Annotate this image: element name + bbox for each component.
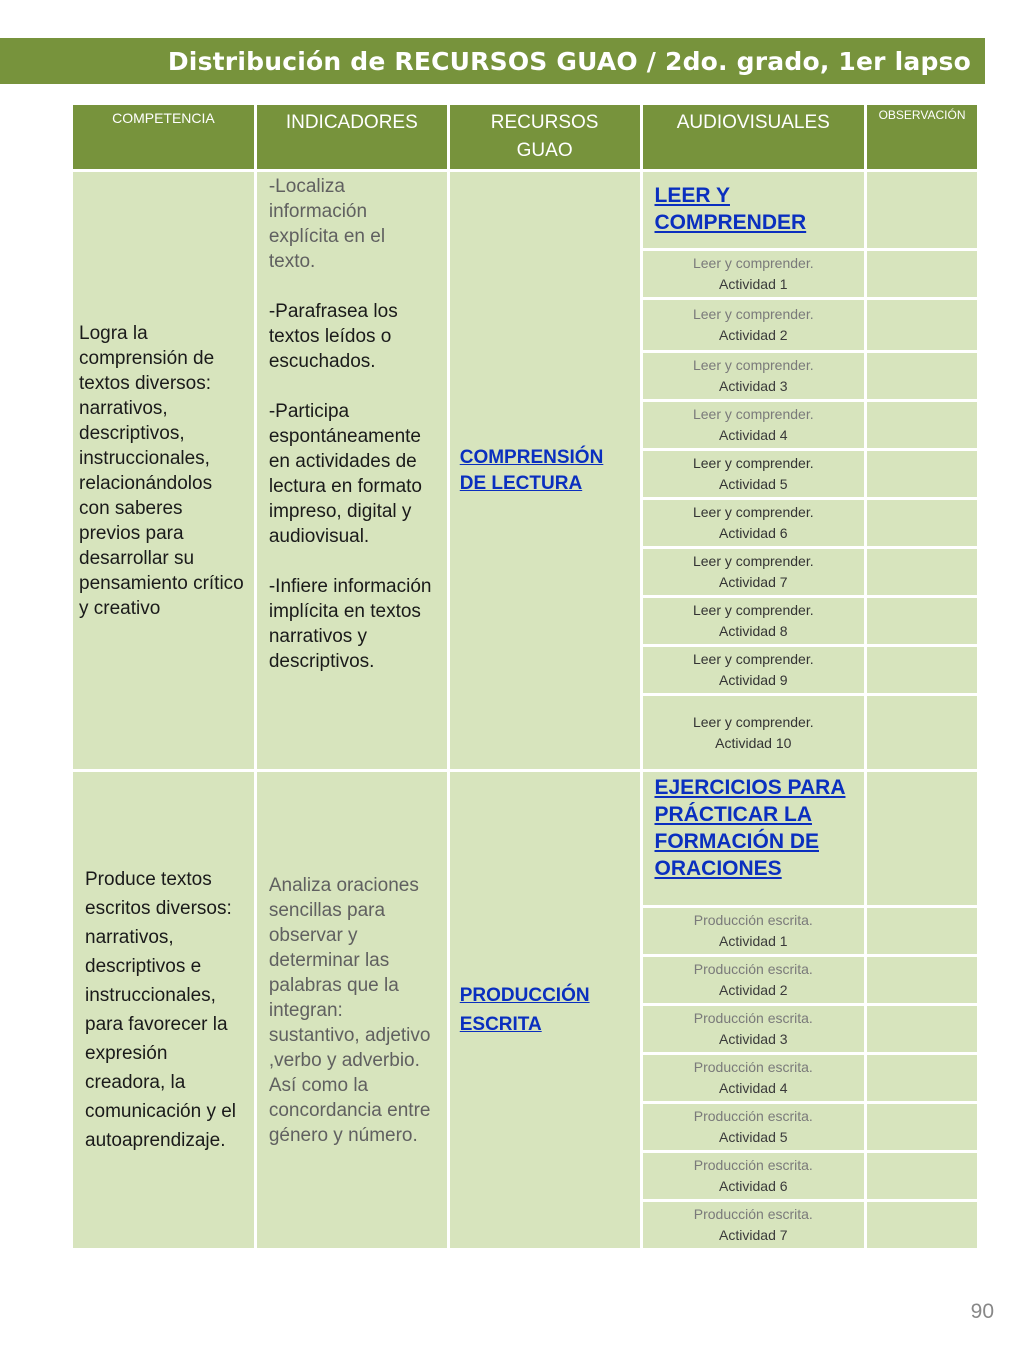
activity-link[interactable] <box>643 300 865 350</box>
header-observacion: OBSERVACIÓN <box>867 105 977 169</box>
activity-line2: Actividad 8 <box>719 623 788 639</box>
observacion-cell <box>867 451 977 497</box>
activity-line2: Actividad 3 <box>719 1031 788 1047</box>
activity-line2: Actividad 5 <box>719 1129 788 1145</box>
observacion-cell <box>867 549 977 595</box>
activity-line1: Producción escrita. <box>693 912 813 928</box>
header-competencia: COMPETENCIA <box>73 105 254 169</box>
recurso-cell <box>450 772 640 1248</box>
audiovisual-title-link[interactable]: EJERCICIOS PARA PRÁCTICAR LA FORMACIÓN DE ORACIONES <box>654 776 846 880</box>
activity-line1: Leer y comprender. <box>692 651 814 667</box>
indicator-item: -Parafrasea los textos leídos o escuchados. <box>268 301 398 372</box>
observacion-cell <box>867 1104 977 1150</box>
activity-line1: Leer y comprender. <box>692 553 814 569</box>
header-indicadores: INDICADORES <box>257 105 447 169</box>
observacion-cell <box>867 172 977 248</box>
activity-line1: Producción escrita. <box>693 1059 813 1075</box>
activity-line2: Actividad 1 <box>719 933 788 949</box>
recurso-link[interactable]: COMPRENSIÓN DE LECTURA <box>459 446 604 494</box>
activity-line1: Leer y comprender. <box>692 455 814 471</box>
activity-link[interactable] <box>643 1202 865 1248</box>
activity-line1: Leer y comprender. <box>692 602 814 618</box>
competencia-cell: Logra la comprensión de textos diversos: narrativos, descriptivos, instruccionales, relacionándolos con saberes previos para desarrollar su pensamiento crítico y creativo <box>73 172 254 769</box>
observacion-cell <box>867 300 977 350</box>
observacion-cell <box>867 696 977 769</box>
page-title: Distribución de RECURSOS GUAO / 2do. grado, 1er lapso <box>0 38 985 84</box>
activity-line2: Actividad 7 <box>719 574 788 590</box>
activity-link[interactable] <box>643 1055 865 1101</box>
activity-link[interactable] <box>643 353 865 399</box>
audiovisual-title-cell <box>643 172 865 248</box>
activity-link[interactable] <box>643 451 865 497</box>
activity-line2: Actividad 7 <box>719 1227 788 1243</box>
recurso-cell <box>450 172 640 769</box>
activity-link[interactable] <box>643 1006 865 1052</box>
observacion-cell <box>867 1153 977 1199</box>
activity-line2: Actividad 9 <box>719 672 788 688</box>
activity-line2: Actividad 4 <box>719 427 788 443</box>
activity-line1: Producción escrita. <box>693 1157 813 1173</box>
observacion-cell <box>867 908 977 954</box>
observacion-cell <box>867 772 977 905</box>
activity-link[interactable] <box>643 1153 865 1199</box>
header-recursos-line1: RECURSOS <box>490 112 599 133</box>
resources-table <box>70 102 980 1251</box>
activity-line1: Leer y comprender. <box>692 406 814 422</box>
observacion-cell <box>867 1202 977 1248</box>
observacion-cell <box>867 647 977 693</box>
activity-line1: Producción escrita. <box>693 961 813 977</box>
activity-line2: Actividad 6 <box>719 525 788 541</box>
activity-line1: Leer y comprender. <box>692 713 814 730</box>
audiovisual-title-link[interactable]: LEER Y COMPRENDER <box>654 184 807 234</box>
activity-line1: Leer y comprender. <box>692 306 814 322</box>
activity-link[interactable] <box>643 251 865 297</box>
activity-link[interactable] <box>643 696 865 769</box>
activity-line2: Actividad 1 <box>719 276 788 292</box>
indicator-item: -Localiza información explícita en el texto. <box>268 176 386 272</box>
activity-line2: Actividad 2 <box>719 327 788 343</box>
activity-line2: Actividad 6 <box>719 1178 788 1194</box>
indicator-item: -Infiere información implícita en textos narrativos y descriptivos. <box>268 576 432 672</box>
activity-link[interactable] <box>643 1104 865 1150</box>
observacion-cell <box>867 598 977 644</box>
activity-link[interactable] <box>643 647 865 693</box>
header-row <box>73 105 977 169</box>
activity-link[interactable] <box>643 549 865 595</box>
activity-link[interactable] <box>643 598 865 644</box>
activity-link[interactable] <box>643 957 865 1003</box>
header-audiovisuales: AUDIOVISUALES <box>643 105 865 169</box>
activity-line2: Actividad 4 <box>719 1080 788 1096</box>
indicator-item: -Participa espontáneamente en actividades de lectura en formato impreso, digital y audiovisual. <box>268 401 422 547</box>
activity-line2: Actividad 3 <box>719 378 788 394</box>
competencia-cell: Produce textos escritos diversos: narrativos, descriptivos e instruccionales, para favorecer la expresión creadora, la comunicación y el autoaprendizaje. <box>73 772 254 1248</box>
activity-link[interactable] <box>643 500 865 546</box>
activity-line2: Actividad 5 <box>719 476 788 492</box>
activity-link[interactable] <box>643 908 865 954</box>
activity-line2: Actividad 10 <box>715 734 792 751</box>
activity-link[interactable] <box>643 402 865 448</box>
observacion-cell <box>867 500 977 546</box>
header-recursos <box>450 105 640 169</box>
observacion-cell <box>867 1006 977 1052</box>
observacion-cell <box>867 251 977 297</box>
indicador-cell: Analiza oraciones sencillas para observar y determinar las palabras que la integran: sustantivo, adjetivo ,verbo y adverbio. Así como la concordancia entre género y número. <box>257 772 447 1248</box>
activity-line1: Leer y comprender. <box>692 504 814 520</box>
activity-line1: Leer y comprender. <box>692 255 814 271</box>
indicadores-cell <box>257 172 447 769</box>
recurso-link[interactable]: PRODUCCIÓN ESCRITA <box>459 985 590 1035</box>
header-recursos-line2: GUAO <box>516 140 573 161</box>
observacion-cell <box>867 957 977 1003</box>
activity-line1: Producción escrita. <box>693 1108 813 1124</box>
activity-line2: Actividad 2 <box>719 982 788 998</box>
activity-line1: Producción escrita. <box>693 1010 813 1026</box>
activity-line1: Leer y comprender. <box>692 357 814 373</box>
observacion-cell <box>867 353 977 399</box>
activity-line1: Producción escrita. <box>693 1206 813 1222</box>
page-number: 90 <box>970 1300 994 1323</box>
observacion-cell <box>867 1055 977 1101</box>
observacion-cell <box>867 402 977 448</box>
audiovisual-title-cell <box>643 772 865 905</box>
